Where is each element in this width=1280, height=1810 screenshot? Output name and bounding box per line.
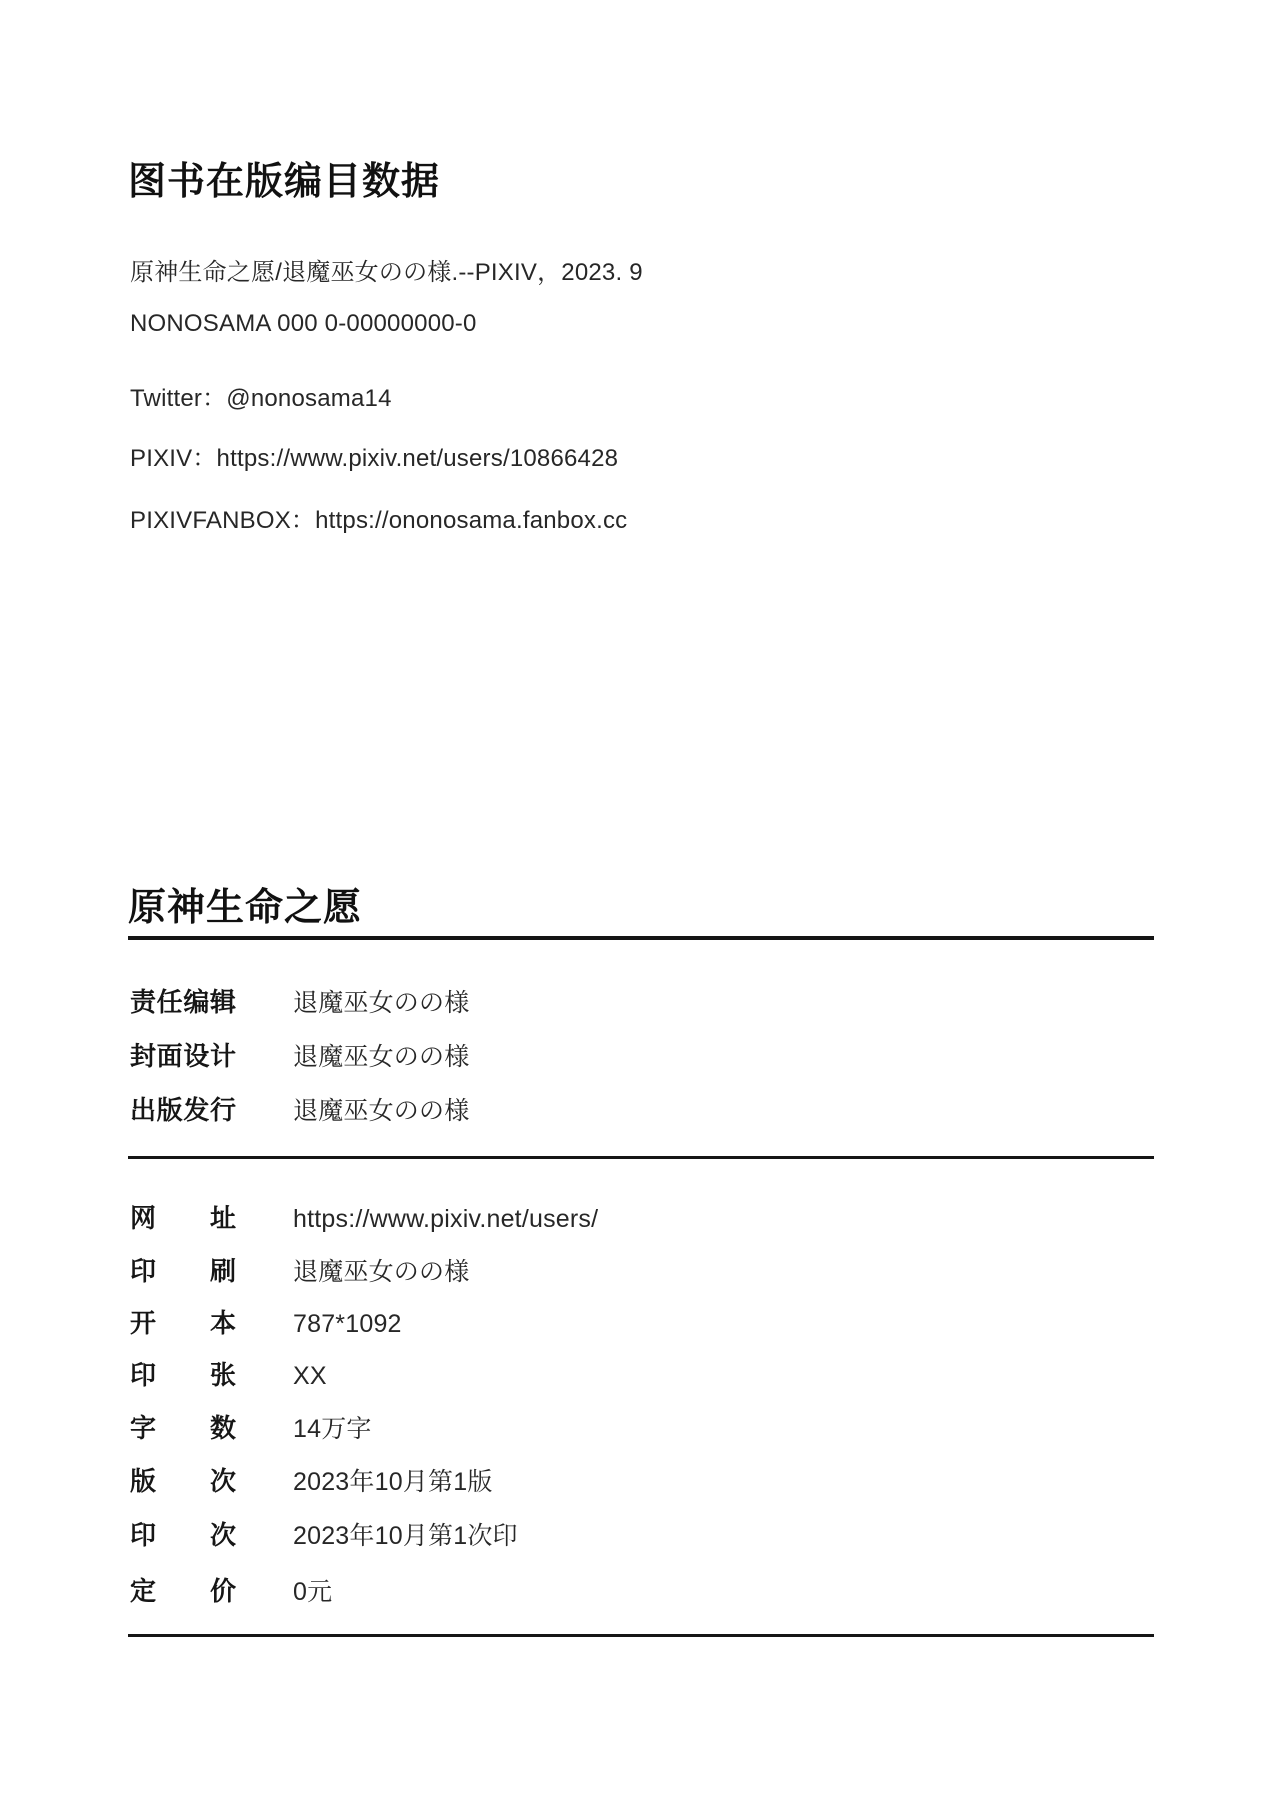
row-label-website: 网址 xyxy=(130,1203,236,1233)
table-row xyxy=(130,1198,598,1235)
table-row xyxy=(130,1036,469,1073)
bottom-rule xyxy=(128,1634,1154,1637)
table-row xyxy=(130,1090,469,1127)
row-value-word-count: 14万字 xyxy=(293,1415,372,1443)
cip-line-title-entry: 原神生命之愿/退魔巫女のの様.--PIXIV，2023. 9 xyxy=(130,259,643,286)
cip-heading: 图书在版编目数据 xyxy=(128,161,441,203)
row-value-website: https://www.pixiv.net/users/ xyxy=(293,1205,599,1233)
cip-line-fanbox-url: PIXIVFANBOX：https://ononosama.fanbox.cc xyxy=(130,507,628,534)
row-label-sheets: 印张 xyxy=(130,1360,236,1390)
row-value-impression: 2023年10月第1次印 xyxy=(293,1522,518,1550)
table-row xyxy=(130,1461,493,1498)
section-divider-rule xyxy=(128,1156,1154,1159)
table-row xyxy=(130,1303,402,1340)
row-label-cover-design: 封面设计 xyxy=(130,1041,236,1071)
row-value-printing: 退魔巫女のの様 xyxy=(293,1258,470,1286)
table-row xyxy=(130,1571,332,1608)
row-value-editor: 退魔巫女のの様 xyxy=(293,989,470,1017)
row-value-edition: 2023年10月第1版 xyxy=(293,1468,493,1496)
cip-line-pixiv-url: PIXIV：https://www.pixiv.net/users/10866428 xyxy=(130,445,619,472)
cip-line-isbn: NONOSAMA 000 0-00000000-0 xyxy=(130,310,477,337)
row-label-word-count: 字数 xyxy=(130,1413,236,1443)
row-label-format: 开本 xyxy=(130,1308,236,1338)
row-label-editor: 责任编辑 xyxy=(130,987,236,1017)
row-label-impression: 印次 xyxy=(130,1520,236,1550)
row-label-printing: 印刷 xyxy=(130,1256,236,1286)
book-title: 原神生命之愿 xyxy=(128,887,363,929)
cip-line-twitter: Twitter：@nonosama14 xyxy=(130,385,392,412)
row-value-format: 787*1092 xyxy=(293,1310,402,1338)
row-label-publisher: 出版发行 xyxy=(130,1095,236,1125)
row-value-publisher: 退魔巫女のの様 xyxy=(293,1097,470,1125)
table-row xyxy=(130,1515,518,1552)
row-label-price: 定价 xyxy=(130,1576,236,1606)
table-row xyxy=(130,982,469,1019)
title-rule xyxy=(128,936,1154,940)
row-label-edition: 版次 xyxy=(130,1466,236,1496)
row-value-sheets: XX xyxy=(293,1362,327,1390)
table-row xyxy=(130,1408,372,1445)
table-row xyxy=(130,1355,327,1392)
row-value-price: 0元 xyxy=(293,1578,333,1606)
row-value-cover-design: 退魔巫女のの様 xyxy=(293,1043,470,1071)
table-row xyxy=(130,1251,469,1288)
